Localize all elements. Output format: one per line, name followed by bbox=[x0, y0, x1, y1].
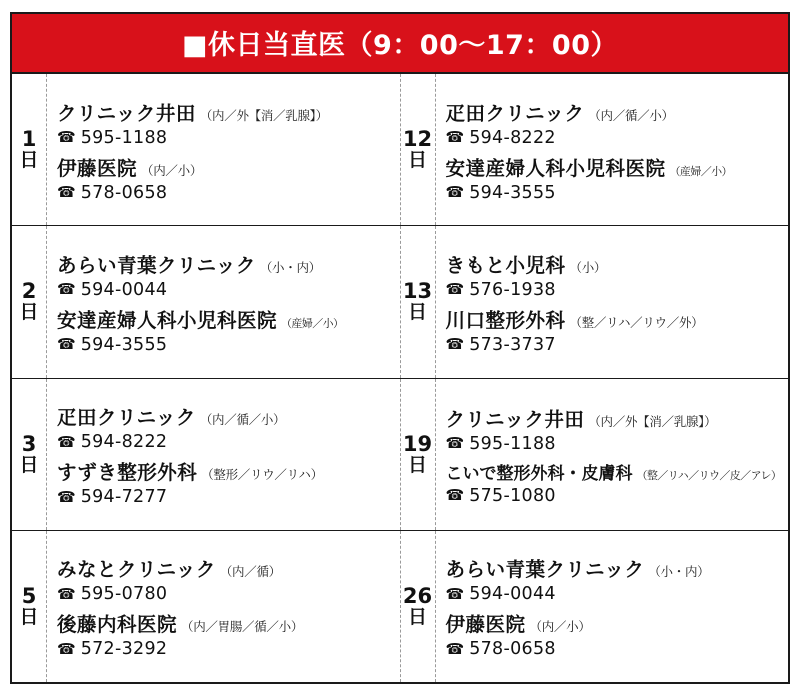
phone-number: 594-8222 bbox=[80, 432, 168, 453]
phone-icon: ☎ bbox=[445, 183, 465, 202]
day-suffix: 日 bbox=[407, 453, 427, 476]
clinic-heading bbox=[446, 459, 783, 484]
phone-number: 594-0044 bbox=[469, 584, 556, 605]
schedule-cell bbox=[401, 74, 789, 225]
schedule-cell bbox=[401, 531, 789, 682]
day-suffix: 日 bbox=[19, 453, 39, 476]
day-label bbox=[401, 226, 436, 377]
phone-icon: ☎ bbox=[445, 486, 465, 505]
day-suffix: 日 bbox=[407, 605, 427, 628]
clinic-phone bbox=[57, 335, 394, 355]
table-row bbox=[12, 226, 788, 378]
day-suffix: 日 bbox=[19, 605, 39, 628]
schedule-cell bbox=[401, 379, 789, 530]
clinic-name: 後藤内科医院 bbox=[57, 613, 178, 637]
clinic-entries bbox=[436, 74, 789, 225]
list-item bbox=[446, 606, 783, 661]
schedule-cell bbox=[12, 379, 401, 530]
phone-icon: ☎ bbox=[57, 128, 76, 147]
clinic-name: きもと小児科 bbox=[445, 253, 566, 277]
clinic-entries bbox=[47, 74, 400, 225]
schedule-cell bbox=[401, 226, 789, 377]
clinic-heading bbox=[57, 153, 394, 181]
clinic-name: 伊藤医院 bbox=[57, 156, 138, 180]
phone-number: 595-0780 bbox=[80, 584, 168, 605]
page-title: ■休日当直医（9：00〜17：00） bbox=[12, 14, 788, 74]
clinic-phone bbox=[446, 639, 783, 659]
list-item bbox=[446, 551, 783, 606]
phone-icon: ☎ bbox=[445, 335, 465, 354]
phone-icon: ☎ bbox=[57, 487, 76, 506]
phone-number: 595-1188 bbox=[80, 127, 168, 148]
clinic-heading bbox=[446, 305, 783, 333]
clinic-name: こいで整形外科・皮膚科 bbox=[445, 463, 633, 484]
day-label bbox=[401, 74, 436, 225]
table-row bbox=[12, 379, 788, 531]
clinic-specialties: （内／循／小） bbox=[199, 412, 286, 428]
phone-number: 572-3292 bbox=[80, 639, 168, 660]
day-label bbox=[12, 226, 47, 377]
clinic-specialties: （小） bbox=[569, 259, 607, 275]
phone-number: 578-0658 bbox=[469, 639, 556, 660]
clinic-heading bbox=[446, 609, 783, 637]
day-number: 26 bbox=[402, 583, 433, 608]
clinic-name: みなとクリニック bbox=[57, 558, 216, 582]
clinic-specialties: （内／循／小） bbox=[588, 107, 674, 123]
day-number: 12 bbox=[402, 127, 433, 152]
clinic-specialties: （小・内） bbox=[648, 564, 710, 580]
clinic-entries bbox=[436, 226, 789, 377]
day-label bbox=[12, 531, 47, 682]
clinic-phone bbox=[57, 639, 394, 659]
list-item bbox=[446, 247, 783, 302]
list-item bbox=[57, 302, 394, 357]
clinic-phone bbox=[446, 335, 783, 355]
phone-icon: ☎ bbox=[445, 434, 465, 453]
phone-number: 576-1938 bbox=[469, 279, 556, 300]
schedule-cell bbox=[12, 74, 401, 225]
clinic-entries bbox=[436, 379, 789, 530]
clinic-phone bbox=[446, 584, 783, 604]
day-suffix: 日 bbox=[407, 149, 427, 172]
clinic-name: クリニック井田 bbox=[57, 101, 196, 125]
clinic-specialties: （内／外【消／乳腺】） bbox=[199, 107, 328, 123]
clinic-phone bbox=[57, 128, 394, 148]
phone-number: 594-3555 bbox=[469, 182, 556, 203]
list-item bbox=[57, 551, 394, 606]
phone-icon: ☎ bbox=[57, 639, 76, 658]
schedule-grid bbox=[12, 74, 788, 682]
clinic-name: あらい青葉クリニック bbox=[445, 558, 645, 582]
clinic-name: 安達産婦人科小児科医院 bbox=[57, 308, 278, 332]
clinic-heading bbox=[57, 250, 394, 278]
list-item bbox=[446, 95, 783, 150]
clinic-specialties: （内／小） bbox=[141, 162, 203, 178]
list-item bbox=[57, 247, 394, 302]
phone-number: 594-7277 bbox=[80, 487, 168, 508]
phone-number: 594-8222 bbox=[469, 127, 556, 148]
clinic-entries bbox=[436, 531, 789, 682]
phone-number: 595-1188 bbox=[469, 433, 556, 454]
list-item bbox=[446, 150, 783, 205]
table-row bbox=[12, 74, 788, 226]
clinic-entries bbox=[47, 379, 400, 530]
clinic-specialties: （内／胃腸／循／小） bbox=[181, 619, 304, 635]
clinic-heading bbox=[57, 402, 394, 430]
clinic-phone bbox=[57, 183, 394, 203]
phone-number: 575-1080 bbox=[469, 485, 556, 506]
phone-icon: ☎ bbox=[445, 584, 465, 603]
phone-icon: ☎ bbox=[57, 432, 76, 451]
clinic-heading bbox=[57, 457, 394, 485]
clinic-specialties: （小・内） bbox=[259, 259, 321, 275]
clinic-heading bbox=[446, 404, 783, 432]
clinic-heading bbox=[57, 98, 394, 126]
phone-number: 594-0044 bbox=[80, 279, 168, 300]
clinic-heading bbox=[57, 609, 394, 637]
day-number: 3 bbox=[21, 431, 37, 456]
clinic-entries bbox=[47, 226, 400, 377]
clinic-specialties: （整／リハ／リウ／皮／アレ） bbox=[636, 468, 782, 482]
day-suffix: 日 bbox=[19, 301, 39, 324]
clinic-heading bbox=[57, 554, 394, 582]
day-label bbox=[12, 379, 47, 530]
phone-number: 578-0658 bbox=[80, 182, 168, 203]
clinic-specialties: （産婦／小） bbox=[281, 316, 344, 330]
clinic-heading bbox=[446, 153, 783, 181]
list-item bbox=[57, 399, 394, 454]
list-item bbox=[57, 454, 394, 509]
phone-number: 573-3737 bbox=[469, 334, 556, 355]
day-number: 19 bbox=[402, 431, 433, 456]
day-suffix: 日 bbox=[19, 149, 39, 172]
list-item bbox=[57, 95, 394, 150]
phone-icon: ☎ bbox=[445, 280, 465, 299]
clinic-name: クリニック井田 bbox=[445, 407, 585, 431]
day-number: 5 bbox=[21, 583, 37, 608]
clinic-heading bbox=[446, 554, 783, 582]
schedule-frame bbox=[10, 12, 790, 684]
day-label bbox=[401, 379, 436, 530]
phone-icon: ☎ bbox=[57, 335, 76, 354]
day-number: 1 bbox=[21, 127, 37, 152]
clinic-specialties: （内／外【消／乳腺】） bbox=[588, 413, 717, 429]
list-item bbox=[57, 150, 394, 205]
clinic-name: 疋田クリニック bbox=[445, 101, 585, 125]
list-item bbox=[446, 302, 783, 357]
clinic-phone bbox=[57, 487, 394, 507]
clinic-phone bbox=[57, 432, 394, 452]
clinic-phone bbox=[446, 434, 783, 454]
table-row bbox=[12, 531, 788, 682]
day-number: 13 bbox=[402, 279, 433, 304]
list-item bbox=[57, 606, 394, 661]
phone-icon: ☎ bbox=[445, 128, 465, 147]
clinic-name: 川口整形外科 bbox=[445, 308, 566, 332]
clinic-phone bbox=[57, 280, 394, 300]
clinic-phone bbox=[57, 584, 394, 604]
schedule-cell bbox=[12, 226, 401, 377]
clinic-specialties: （内／循） bbox=[219, 564, 281, 580]
day-label bbox=[12, 74, 47, 225]
clinic-heading bbox=[446, 250, 783, 278]
phone-icon: ☎ bbox=[57, 183, 76, 202]
clinic-name: 伊藤医院 bbox=[445, 613, 526, 637]
clinic-phone bbox=[446, 183, 783, 203]
clinic-name: 安達産婦人科小児科医院 bbox=[445, 156, 666, 180]
day-number: 2 bbox=[21, 279, 37, 304]
clinic-name: あらい青葉クリニック bbox=[57, 253, 256, 277]
list-item bbox=[446, 456, 783, 508]
day-label bbox=[401, 531, 436, 682]
clinic-specialties: （内／小） bbox=[529, 619, 591, 635]
schedule-cell bbox=[12, 531, 401, 682]
clinic-phone bbox=[446, 128, 783, 148]
clinic-name: 疋田クリニック bbox=[57, 406, 196, 430]
clinic-specialties: （整／リハ／リウ／外） bbox=[569, 314, 704, 330]
list-item bbox=[446, 401, 783, 456]
clinic-name: すずき整形外科 bbox=[57, 461, 198, 485]
phone-icon: ☎ bbox=[445, 639, 465, 658]
clinic-phone bbox=[446, 486, 783, 506]
clinic-heading bbox=[446, 98, 783, 126]
phone-number: 594-3555 bbox=[80, 334, 168, 355]
clinic-heading bbox=[57, 305, 394, 333]
clinic-specialties: （整形／リウ／リハ） bbox=[201, 467, 323, 483]
phone-icon: ☎ bbox=[57, 280, 76, 299]
phone-icon: ☎ bbox=[57, 584, 76, 603]
clinic-entries bbox=[47, 531, 400, 682]
day-suffix: 日 bbox=[407, 301, 427, 324]
clinic-specialties: （産婦／小） bbox=[669, 164, 732, 178]
clinic-phone bbox=[446, 280, 783, 300]
